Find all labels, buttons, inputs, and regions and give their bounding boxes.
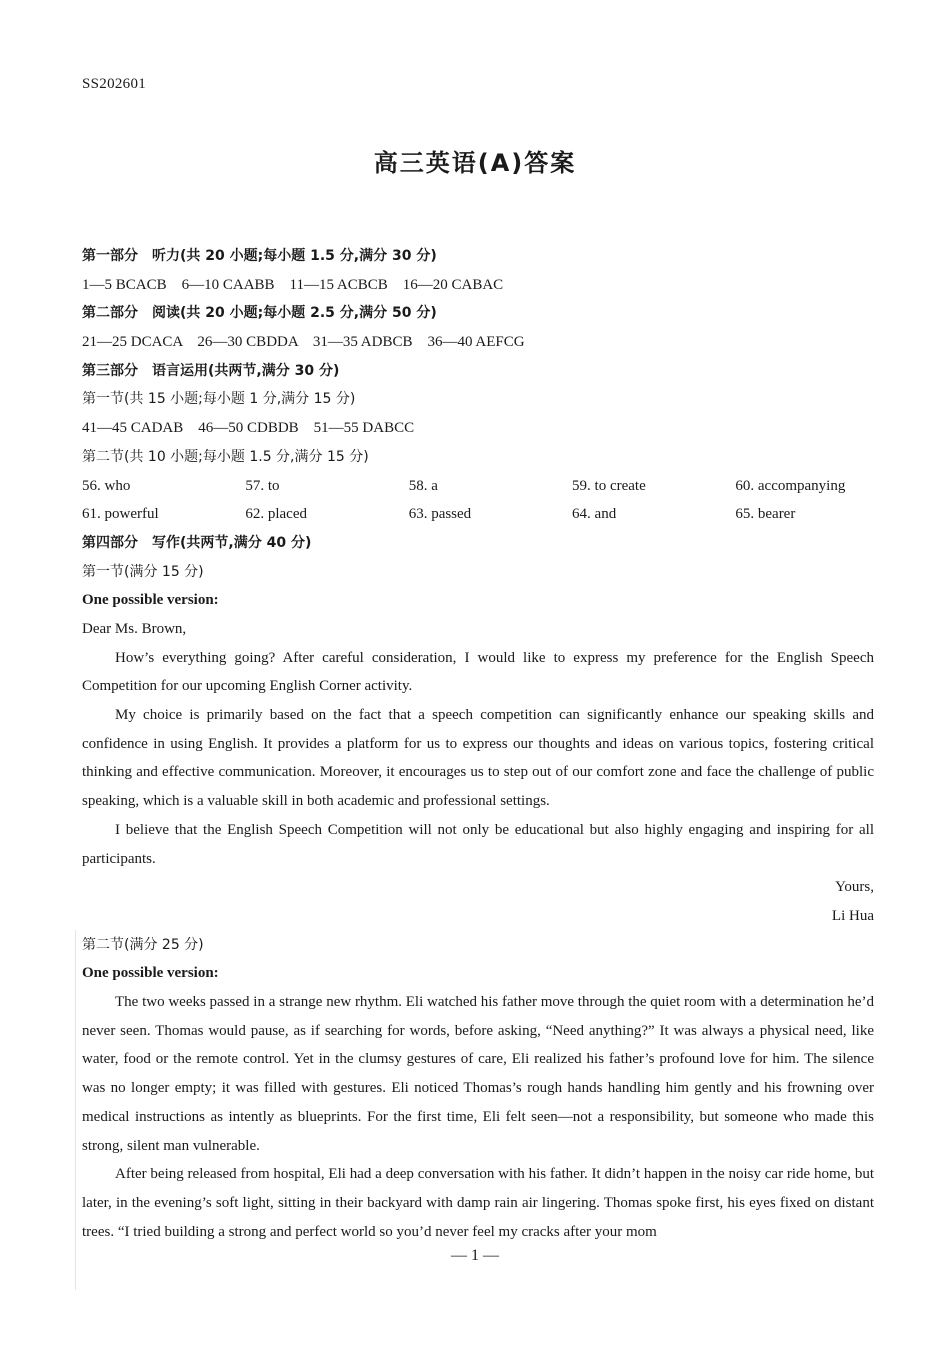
grid-cell: 62. placed <box>245 506 307 523</box>
letter-paragraph: How’s everything going? After careful consideration, I would like to express my preference for the English Speech Competition for our upcoming English Corner activity. <box>82 649 874 695</box>
grid-cell: 56. who <box>82 477 131 494</box>
answer-grid-row <box>82 472 874 501</box>
part4-section2-heading: 第二节(满分 25 分) <box>82 936 204 953</box>
grid-cell: 63. passed <box>408 506 472 523</box>
part2-answers: 21—25 DCACA 26—30 CBDDA 31—35 ADBCB 36—40 AEFCG <box>82 334 525 351</box>
part3-heading: 第三部分 语言运用(共两节,满分 30 分) <box>82 362 340 379</box>
letter-greeting: Dear Ms. Brown, <box>82 620 187 637</box>
scan-edge-line <box>75 930 76 1290</box>
part1-answers: 1—5 BCACB 6—10 CAABB 11—15 ACBCB 16—20 CABAC <box>82 276 504 293</box>
story-paragraph: The two weeks passed in a strange new rhythm. Eli watched his father move through the quiet room with a determination he’d never seen. Thomas would pause, as if searching for words, before asking, “Need anything?” It was always a physical need, like water, food or the remote control. Yet in the clumsy gestures of care, Eli realized his father’s profound love for him. The silence was no longer empty; it was filled with gestures. Eli noticed Thomas’s rough hands handling him gently and his frowning over medical instructions as intently as blueprints. For the first time, Eli felt seen—not a responsibility, but someone who made this strong, silent man vulnerable. <box>82 994 874 1154</box>
letter-paragraph: My choice is primarily based on the fact that a speech competition can significantly enhance our speaking skills and confidence in using English. It provides a platform for us to express our thoughts and ideas on various topics, fostering critical thinking and effective communication. Moreover, it encourages us to step out of our comfort zone and face the challenge of public speaking, which is a valuable skill in both academic and professional settings. <box>82 707 874 810</box>
letter-paragraph: I believe that the English Speech Competition will not only be educational but also highly engaging and inspiring for all participants. <box>82 821 874 867</box>
grid-cell: 57. to <box>245 477 280 494</box>
possible-version-label-2: One possible version: <box>82 965 219 982</box>
part1-heading: 第一部分 听力(共 20 小题;每小题 1.5 分,满分 30 分) <box>82 248 437 264</box>
letter-closing: Yours, <box>835 879 874 896</box>
grid-cell: 59. to create <box>572 477 646 494</box>
part3-section1-heading: 第一节(共 15 小题;每小题 1 分,满分 15 分) <box>82 391 356 408</box>
grid-cell: 58. a <box>408 477 438 494</box>
part3-section2-heading: 第二节(共 10 小题;每小题 1.5 分,满分 15 分) <box>82 448 369 465</box>
story-paragraph: After being released from hospital, Eli had a deep conversation with his father. It didn’t happen in the noisy car ride home, but later, in the evening’s soft light, sitting in their backyard with damp rain air lingering. Thomas spoke first, his eyes fixed on distant trees. “I tried building a strong and perfect world so you’d never feel my cracks after your mom <box>82 1166 874 1240</box>
part4-heading: 第四部分 写作(共两节,满分 40 分) <box>82 534 312 551</box>
grid-cell: 65. bearer <box>735 506 796 523</box>
part4-section1-heading: 第一节(满分 15 分) <box>82 563 204 580</box>
grid-cell: 61. powerful <box>82 506 159 523</box>
answer-grid-row <box>82 500 874 529</box>
page-number: — 1 — <box>451 1247 499 1264</box>
grid-cell: 64. and <box>572 506 617 523</box>
grid-cell: 60. accompanying <box>735 477 846 494</box>
page-title: 高三英语(A)答案 <box>373 149 577 177</box>
part2-heading: 第二部分 阅读(共 20 小题;每小题 2.5 分,满分 50 分) <box>82 305 437 322</box>
answer-content <box>82 242 874 1246</box>
part3-section1-answers: 41—45 CADAB 46—50 CDBDB 51—55 DABCC <box>82 420 415 437</box>
letter-signature: Li Hua <box>831 907 874 924</box>
possible-version-label: One possible version: <box>82 592 219 609</box>
document-code: SS202601 <box>82 76 147 92</box>
